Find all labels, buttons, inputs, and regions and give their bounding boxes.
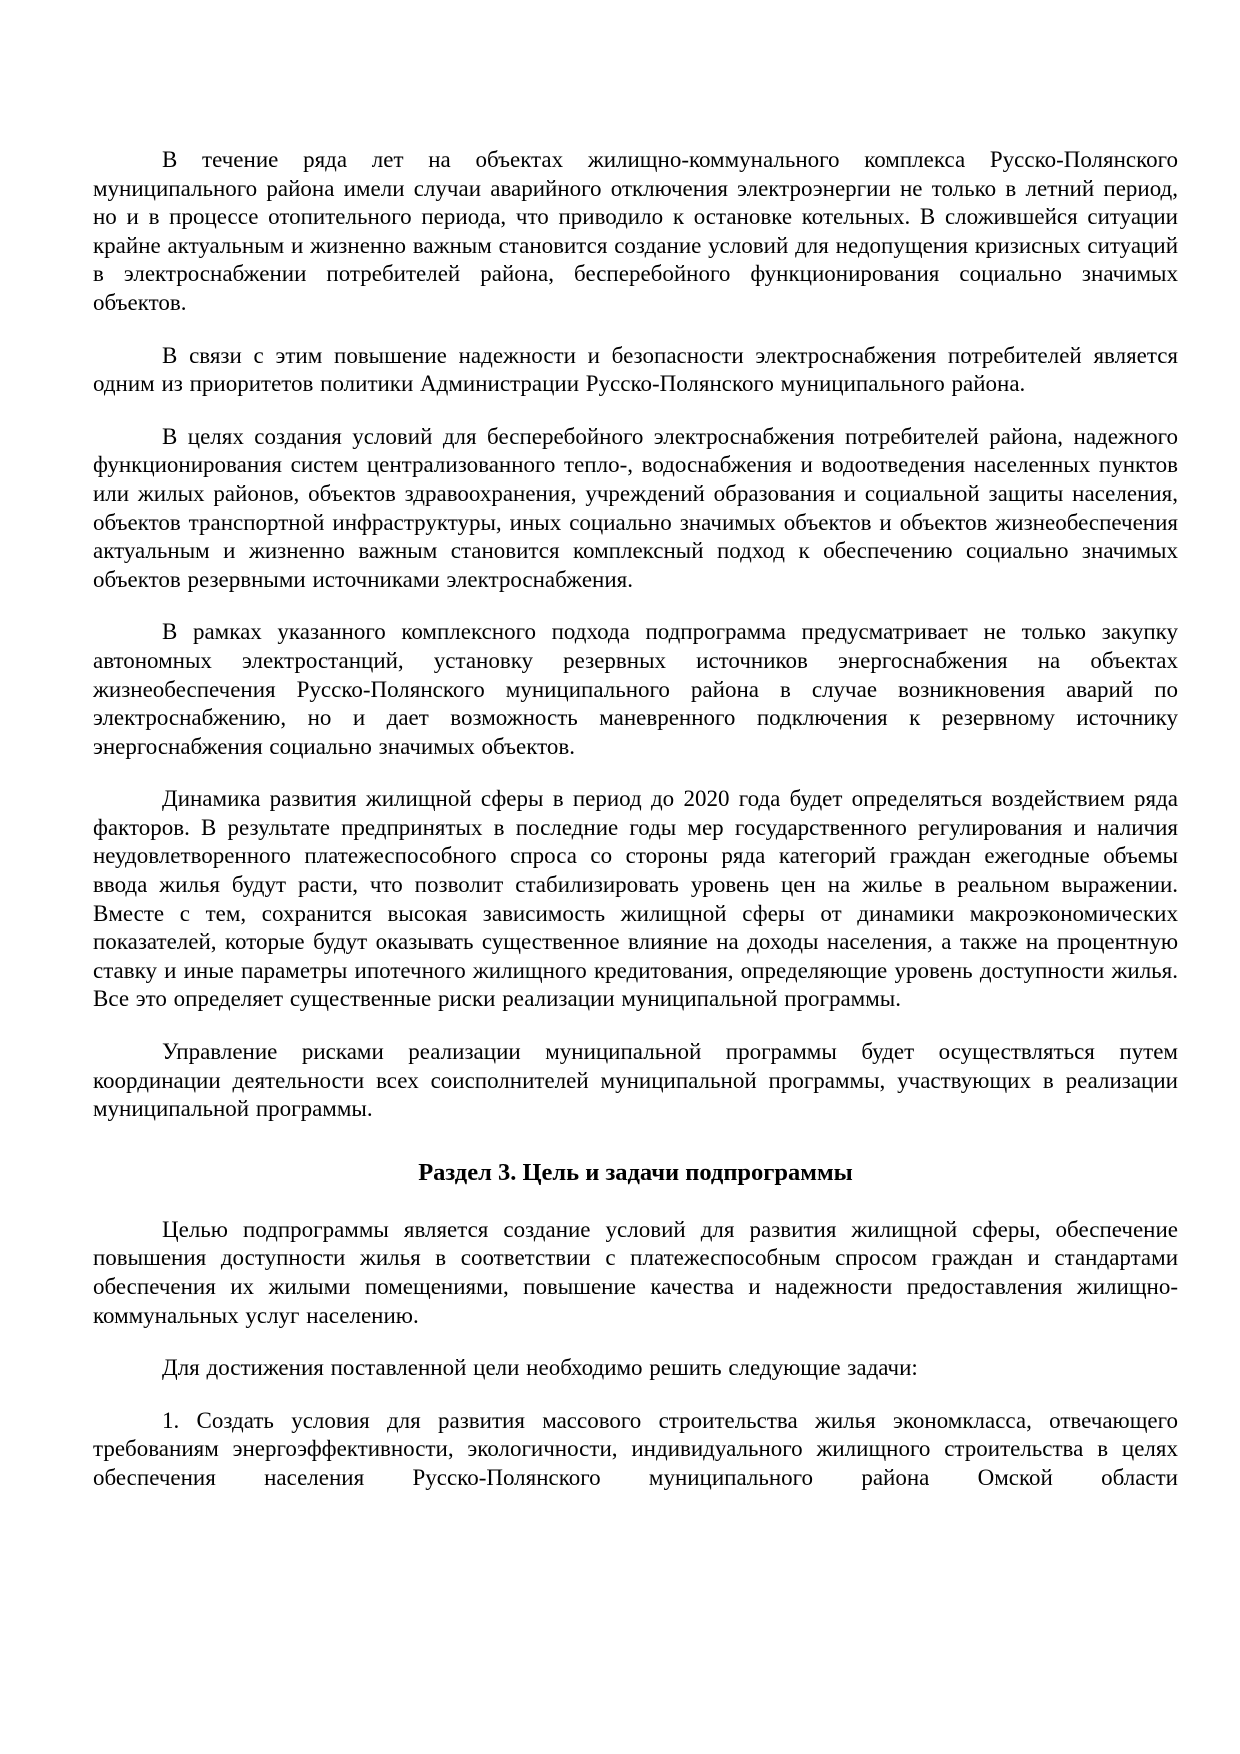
section-heading: Раздел 3. Цель и задачи подпрограммы — [418, 1158, 853, 1186]
paragraph: Целью подпрограммы является создание условий для развития жилищной сферы, обеспечение повышения доступности жилья в соответствии с платежеспособным спросом граждан и стандартами обеспечения их жилыми помещениями, повышение качества и надежности предоставления жилищно-коммунальных услуг населению. — [93, 1216, 1178, 1328]
paragraph: Для достижения поставленной цели необходимо решить следующие задачи: — [162, 1355, 918, 1381]
paragraph: В связи с этим повышение надежности и безопасности электроснабжения потребителей является одним из приоритетов политики Администрации Русско-Полянского муниципального района. — [93, 342, 1178, 397]
paragraph: 1. Создать условия для развития массового строительства жилья экономкласса, отвечающего требованиям энергоэффективности, экологичности, индивидуального жилищного строительства в целях обеспечения населения Русско-Полянского муниципального района Омской области — [93, 1407, 1178, 1490]
paragraph: В течение ряда лет на объектах жилищно-коммунального комплекса Русско-Полянского муниципального района имели случаи аварийного отключения электроэнергии не только в летний период, но и в процессе отопительного периода, что приводило к остановке котельных. В сложившейся ситуации крайне актуальным и жизненно важным становится создание условий для недопущения кризисных ситуаций в электроснабжении потребителей района, бесперебойного функционирования социально значимых объектов. — [93, 147, 1178, 315]
paragraph: Управление рисками реализации муниципальной программы будет осуществляться путем координации деятельности всех соисполнителей муниципальной программы, участвующих в реализации муниципальной программы. — [93, 1039, 1178, 1122]
paragraph: Динамика развития жилищной сферы в период до 2020 года будет определяться воздействием ряда факторов. В результате предпринятых в последние годы мер государственного регулирования и наличия неудовлетворенного платежеспособного спроса со стороны ряда категорий граждан ежегодные объемы ввода жилья будут расти, что позволит стабилизировать уровень цен на жилье в реальном выражении. Вместе с тем, сохранится высокая зависимость жилищной сферы от динамики макроэкономических показателей, которые будут оказывать существенное влияние на доходы населения, а также на процентную ставку и иные параметры ипотечного жилищного кредитования, определяющие уровень доступности жилья. Все это определяет существенные риски реализации муниципальной программы. — [93, 786, 1178, 1012]
paragraph: В рамках указанного комплексного подхода подпрограмма предусматривает не только закупку автономных электростанций, установку резервных источников энергоснабжения на объектах жизнеобеспечения Русско-Полянского муниципального района в случае возникновения аварий по электроснабжению, но и дает возможность маневренного подключения к резервному источнику энергоснабжения социально значимых объектов. — [93, 619, 1178, 759]
paragraph: В целях создания условий для бесперебойного электроснабжения потребителей района, надежного функционирования систем централизованного тепло-, водоснабжения и водоотведения населенных пунктов или жилых районов, объектов здравоохранения, учреждений образования и социальной защиты населения, объектов транспортной инфраструктуры, иных социально значимых объектов и объектов жизнеобеспечения актуальным и жизненно важным становится комплексный подход к обеспечению социально значимых объектов резервными источниками электроснабжения. — [93, 423, 1178, 592]
